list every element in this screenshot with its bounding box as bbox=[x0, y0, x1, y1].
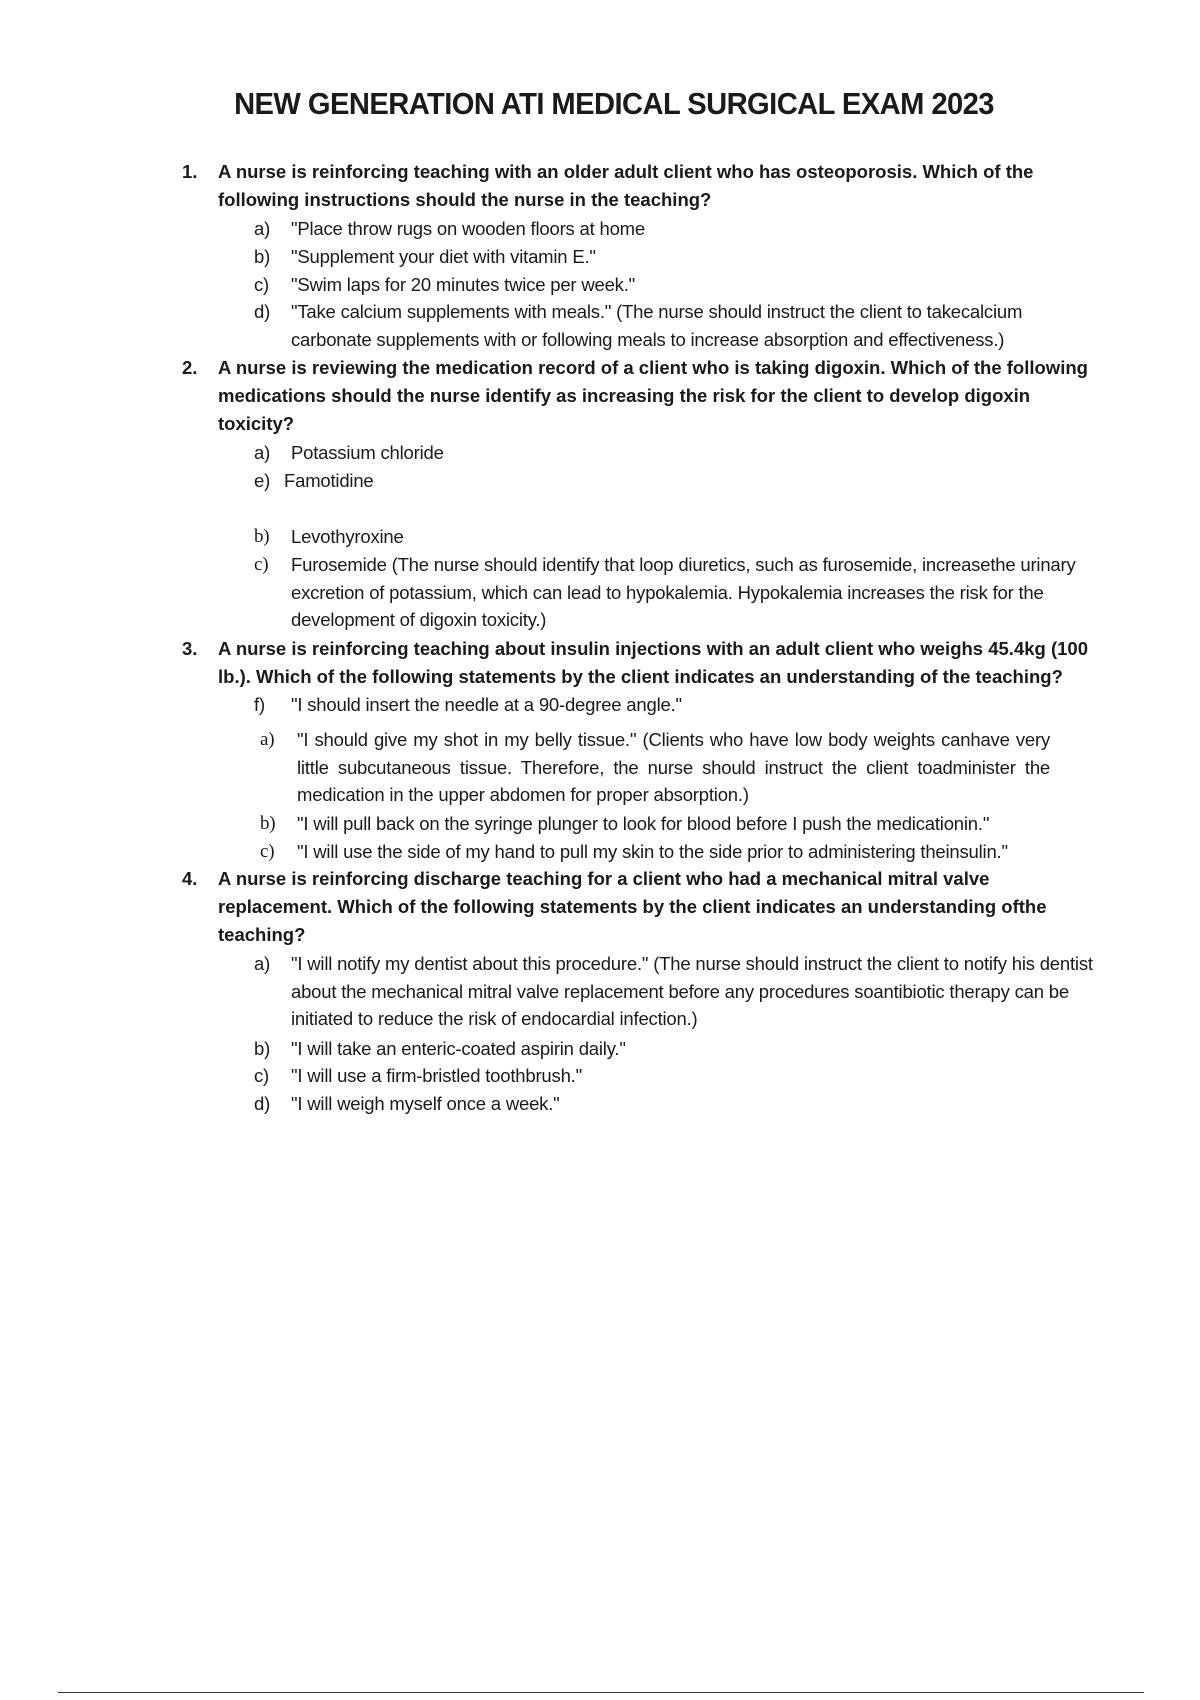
option-label: d) bbox=[254, 1093, 271, 1114]
question-4-option-c bbox=[254, 1062, 1084, 1090]
option-label: c) bbox=[254, 274, 270, 295]
option-text: Furosemide (The nurse should identify that loop diuretics, such as furosemide, increasethe urinary excretion of potassium, which can lead to hypokalemia. Hypokalemia increases the risk for the development of digoxin toxicity.) bbox=[291, 554, 1076, 630]
question-text: A nurse is reinforcing teaching with an older adult client who has osteoporosis. Which of the following instructions should the nurse in the teaching? bbox=[218, 161, 1034, 210]
question-1-option-d bbox=[254, 298, 1084, 353]
option-text: "I will use a firm-bristled toothbrush." bbox=[291, 1065, 582, 1086]
document-title: NEW GENERATION ATI MEDICAL SURGICAL EXAM 2023 bbox=[234, 86, 994, 121]
option-text: "I will take an enteric-coated aspirin daily." bbox=[291, 1038, 626, 1059]
option-text: "Take calcium supplements with meals." (The nurse should instruct the client to takecalcium carbonate supplements with or following meals to increase absorption and effectiveness.) bbox=[291, 301, 1023, 350]
option-text: "I will weigh myself once a week." bbox=[291, 1093, 560, 1114]
option-text: "I will pull back on the syringe plunger to look for blood before I push the medicationin." bbox=[297, 813, 990, 834]
question-3-option-f bbox=[254, 691, 1084, 719]
question-2-option-b bbox=[254, 523, 1084, 551]
option-text: "Swim laps for 20 minutes twice per week." bbox=[291, 274, 636, 295]
question-3-option-b bbox=[260, 810, 1050, 838]
question-1 bbox=[182, 158, 1102, 214]
question-number: 3. bbox=[182, 638, 198, 659]
option-text: Potassium chloride bbox=[291, 442, 444, 463]
question-1-option-b bbox=[254, 243, 1084, 271]
question-2-option-e bbox=[254, 467, 1084, 495]
question-3 bbox=[182, 635, 1102, 691]
footer-divider bbox=[58, 1692, 1144, 1693]
question-4-option-d bbox=[254, 1090, 1084, 1118]
option-label: e) bbox=[254, 470, 271, 491]
question-1-option-c bbox=[254, 271, 1084, 299]
question-1-option-a bbox=[254, 215, 1084, 243]
question-text: A nurse is reviewing the medication record of a client who is taking digoxin. Which of the following medications should the nurse identify as increasing the risk for the client to develop digoxin toxicity? bbox=[218, 357, 1088, 434]
question-4-option-b bbox=[254, 1035, 1084, 1063]
question-text: A nurse is reinforcing discharge teaching for a client who had a mechanical mitral valve replacement. Which of the following statements by the client indicates an understanding ofthe teaching? bbox=[218, 868, 1047, 945]
option-label: a) bbox=[254, 442, 271, 463]
option-label: c) bbox=[260, 841, 275, 862]
question-3-option-c bbox=[260, 838, 1050, 866]
option-label: c) bbox=[254, 554, 269, 575]
question-2 bbox=[182, 354, 1102, 438]
option-text: "I will notify my dentist about this procedure." (The nurse should instruct the client to notify his dentist about the mechanical mitral valve replacement before any procedures soantibiotic therapy can be initiated to reduce the risk of endocardial infection.) bbox=[291, 953, 1093, 1029]
option-text: "I should insert the needle at a 90-degree angle." bbox=[291, 694, 682, 715]
option-text: "Place throw rugs on wooden floors at home bbox=[291, 218, 645, 239]
option-text: "Supplement your diet with vitamin E." bbox=[291, 246, 596, 267]
question-2-option-c bbox=[254, 551, 1084, 634]
option-text: Levothyroxine bbox=[291, 526, 404, 547]
option-label: a) bbox=[254, 953, 271, 974]
question-number: 4. bbox=[182, 868, 198, 889]
question-4-option-a bbox=[254, 950, 1094, 1033]
option-label: d) bbox=[254, 301, 271, 322]
option-text: Famotidine bbox=[284, 470, 374, 491]
option-label: f) bbox=[254, 694, 265, 715]
question-4 bbox=[182, 865, 1102, 949]
option-label: b) bbox=[254, 246, 271, 267]
question-3-option-a bbox=[260, 726, 1050, 809]
option-label: c) bbox=[254, 1065, 270, 1086]
option-label: b) bbox=[254, 1038, 271, 1059]
option-label: a) bbox=[260, 729, 275, 750]
question-text: A nurse is reinforcing teaching about insulin injections with an adult client who weighs 45.4kg (100 lb.). Which of the following statements by the client indicates an understanding of the teaching? bbox=[218, 638, 1088, 687]
option-label: b) bbox=[260, 813, 276, 834]
option-text: "I will use the side of my hand to pull my skin to the side prior to administering theinsulin." bbox=[297, 841, 1008, 862]
option-label: b) bbox=[254, 526, 270, 547]
question-number: 2. bbox=[182, 357, 198, 378]
question-2-option-a bbox=[254, 439, 1084, 467]
option-text: "I should give my shot in my belly tissue." (Clients who have low body weights canhave very little subcutaneous tissue. Therefore, the nurse should instruct the client toadminister the medication in the upper abdomen for proper absorption.) bbox=[297, 729, 1050, 805]
option-label: a) bbox=[254, 218, 271, 239]
question-number: 1. bbox=[182, 161, 198, 182]
